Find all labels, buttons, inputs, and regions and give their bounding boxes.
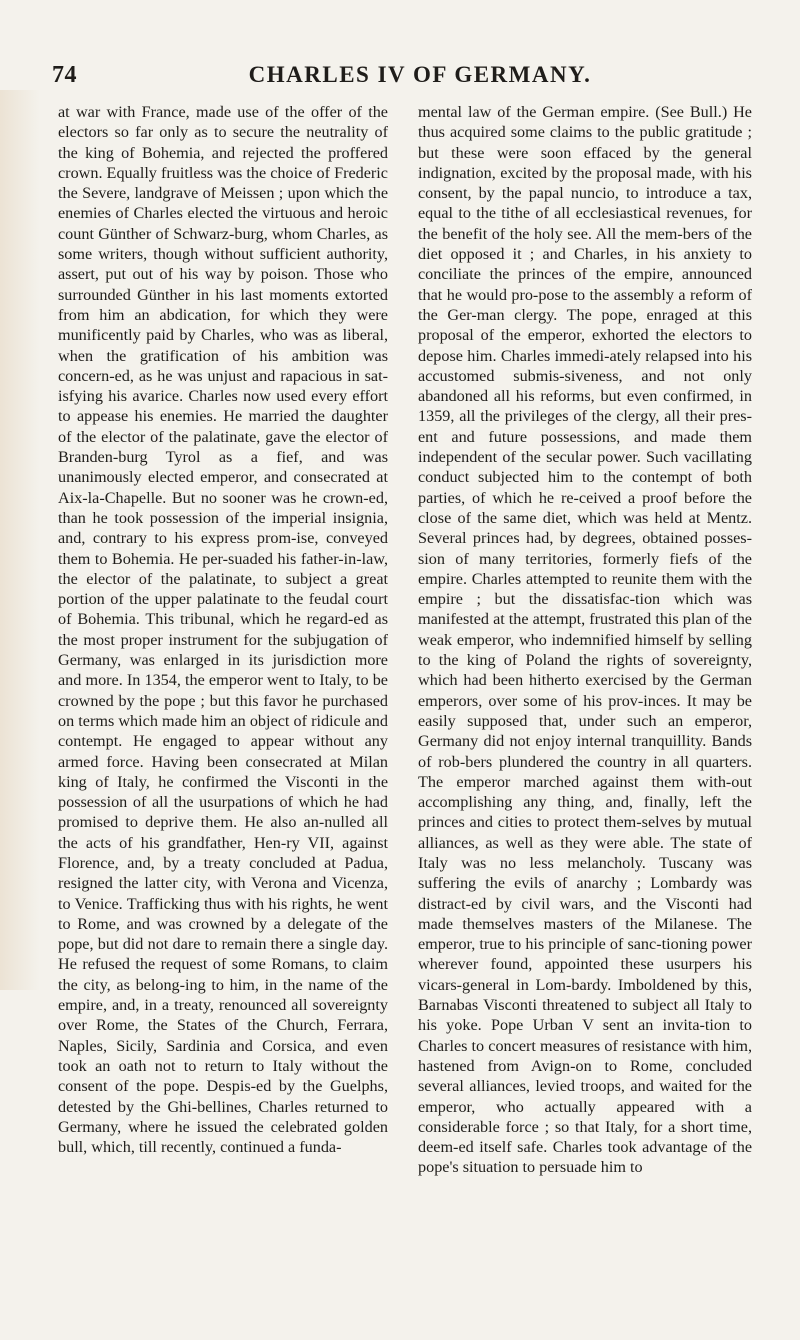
right-column [418, 102, 752, 1282]
page-number: 74 [52, 62, 77, 88]
right-column-text: mental law of the German empire. (See Bull.) He thus acquired some claims to the public gratitude ; but these were soon effaced by the general indignation, excited by the proposal made, with his consent, by the papal nuncio, to introduce a tax, equal to the tithe of all ecclesiastical revenues, for the benefit of the holy see. All the mem-bers of the diet opposed it ; and Charles, in his anxiety to conciliate the princes of the empire, announced that he would pro-pose to the assembly a reform of the Ger-man clergy. The pope, enraged at this proposal of the emperor, exhorted the electors to depose him. Charles immedi-ately relapsed into his accustomed submis-siveness, and not only abandoned all his reforms, but even confirmed, in 1359, all the privileges of the clergy, all their pres-ent and future possessions, and made them independent of the secular power. Such vacillating conduct subjected him to the contempt of both parties, of which he re-ceived a proof before the close of the same diet, which was held at Mentz. Several princes had, by degrees, obtained posses-sion of many territories, formerly fiefs of the empire. Charles attempted to reunite them with the empire ; but the dissatisfac-tion which was manifested at the attempt, frustrated this plan of the weak emperor, who indemnified himself by selling to the king of Poland the rights of sovereignty, which had been hitherto exercised by the German emperors, over some of his prov-inces. It may be easily supposed that, under such an emperor, Germany did not enjoy internal tranquillity. Bands of rob-bers plundered the country in all quarters. The emperor marched against them with-out accomplishing any thing, and, finally, left the princes and cities to protect them-selves by mutual alliances, as well as they were able. The state of Italy was no less melancholy. Tuscany was suffering the evils of anarchy ; Lombardy was distract-ed by civil wars, and the Visconti had made themselves masters of the Milanese. The emperor, true to his principle of sanc-tioning power wherever found, appointed these usurpers his vicars-general in Lom-bardy. Imboldened by this, Barnabas Visconti threatened to subject all Italy to his yoke. Pope Urban V sent an invita-tion to Charles to concert measures of resistance with him, hastened from Avign-on to Rome, concluded several alliances, levied troops, and waited for the emperor, who actually appeared with a considerable force ; so that Italy, for a short time, deem-ed itself safe. Charles took advantage of the pope's situation to persuade him to [418, 103, 752, 1177]
left-column [58, 102, 388, 1282]
page-edge-stain [0, 90, 40, 990]
running-title: CHARLES IV OF GERMANY. [248, 62, 592, 87]
page-header [0, 62, 800, 96]
left-column-text: at war with France, made use of the offer of the electors so far only as to secure the neutrality of the king of Bohemia, and rejected the proffered crown. Equally fruitless was the choice of Frederic the Severe, landgrave of Meissen ; upon which the enemies of Charles elected the virtuous and heroic count Günther of Schwarz-burg, whom Charles, as some writers, though without sufficient authority, assert, put out of his way by poison. Those who surrounded Günther in his last moments extorted from him an abdication, for which they were munificently paid by Charles, who was as liberal, when the gratification of his ambition was concern-ed, as he was unjust and rapacious in sat-isfying his avarice. Charles now used every effort to appease his enemies. He married the daughter of the elector of the palatinate, gave the elector of Branden-burg Tyrol as a fief, and was unanimously elected emperor, and consecrated at Aix-la-Chapelle. But no sooner was he crown-ed, than he took possession of the imperial insignia, and, contrary to his express prom-ise, conveyed them to Bohemia. He per-suaded his father-in-law, the elector of the palatinate, to subject a great portion of the upper palatinate to the feudal court of Bohemia. This tribunal, which he regard-ed as the most proper instrument for the subjugation of Germany, was enlarged in its jurisdiction more and more. In 1354, the emperor went to Italy, to be crowned by the pope ; but this favor he purchased on terms which made him an object of ridicule and contempt. He engaged to appear without any armed force. Having been consecrated at Milan king of Italy, he confirmed the Visconti in the possession of all the usurpations of which he had promised to deprive them. He also an-nulled all the acts of his grandfather, Hen-ry VII, against Florence, and, by a treaty concluded at Padua, resigned the latter city, with Verona and Vicenza, to Venice. Trafficking thus with his rights, he went to Rome, and was crowned by a delegate of the pope, but did not dare to remain there a single day. He refused the request of some Romans, to claim the city, as belong-ing to him, in the name of the empire, and, in a treaty, renounced all sovereignty over Rome, the States of the Church, Ferrara, Naples, Sicily, Sardinia and Corsica, and even took an oath not to return to Italy without the consent of the pope. Despis-ed by the Guelphs, detested by the Ghi-bellines, Charles returned to Germany, where he issued the celebrated golden bull, which, till recently, continued a funda- [58, 103, 388, 1157]
